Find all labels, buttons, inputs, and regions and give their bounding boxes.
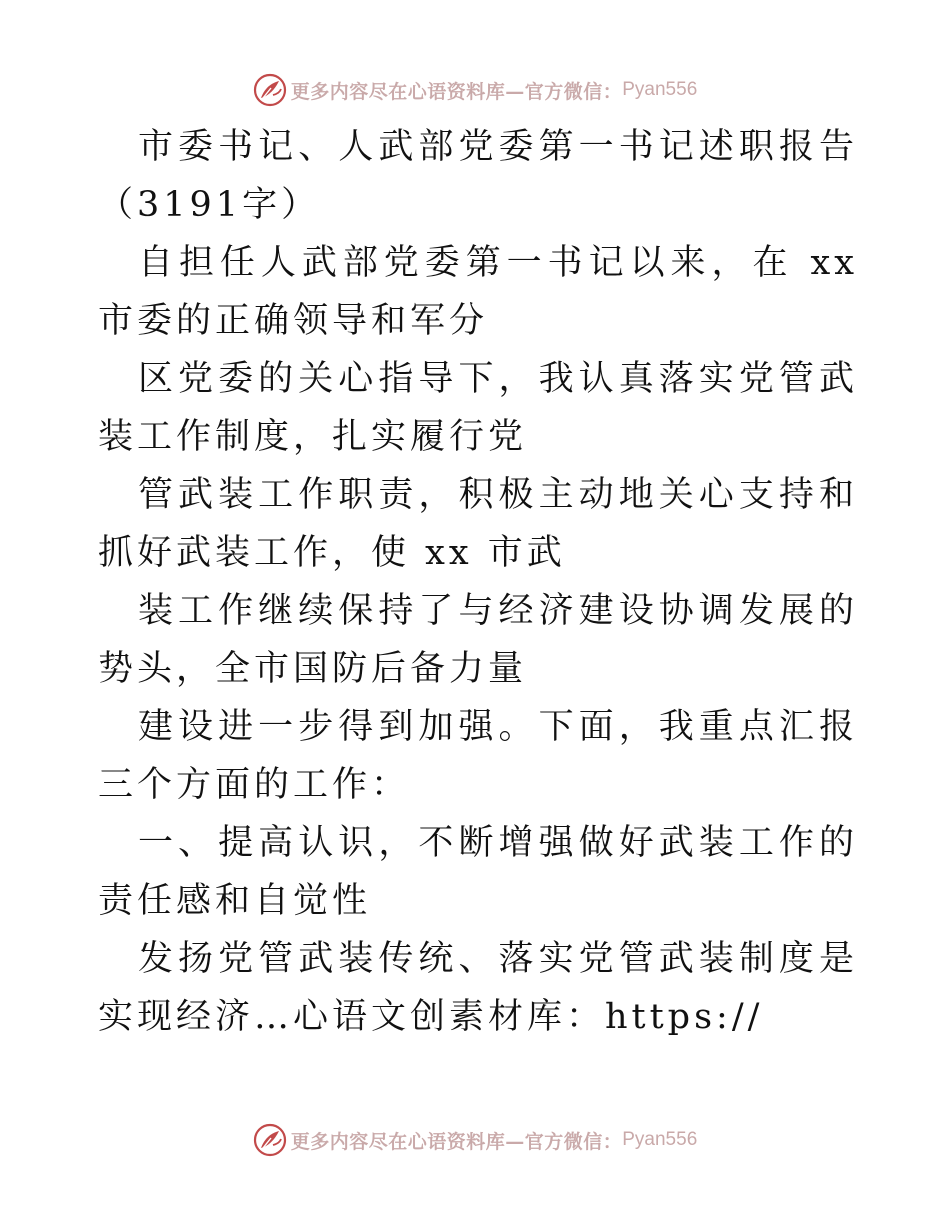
paragraph: 管武装工作职责，积极主动地关心支持和抓好武装工作，使 xx 市武	[98, 475, 858, 573]
paragraph: 建设进一步得到加强。下面，我重点汇报三个方面的工作：	[98, 707, 858, 805]
watermark-wechat-id: Pyan556	[622, 1129, 698, 1150]
header-watermark-banner	[0, 70, 950, 110]
pen-logo-icon	[253, 73, 287, 107]
watermark-text: 更多内容尽在心语资料库—官方微信：	[290, 80, 623, 103]
section-heading: 一、提高认识，不断增强做好武装工作的责任感和自觉性	[98, 823, 858, 921]
paragraph: 装工作继续保持了与经济建设协调发展的势头，全市国防后备力量	[98, 591, 858, 689]
paragraph: 区党委的关心指导下，我认真落实党管武装工作制度，扎实履行党	[98, 359, 858, 457]
pen-logo-icon	[253, 1123, 287, 1157]
document-title: 市委书记、人武部党委第一书记述职报告（3191字）	[98, 127, 858, 225]
footer-watermark-banner	[0, 1120, 950, 1160]
document-body	[98, 118, 858, 1046]
paragraph: 自担任人武部党委第一书记以来，在 xx 市委的正确领导和军分	[98, 243, 858, 341]
watermark-text: 更多内容尽在心语资料库—官方微信：	[290, 1130, 623, 1153]
watermark-wechat-id: Pyan556	[622, 79, 698, 100]
paragraph: 发扬党管武装传统、落实党管武装制度是实现经济…心语文创素材库：https://	[98, 939, 858, 1037]
